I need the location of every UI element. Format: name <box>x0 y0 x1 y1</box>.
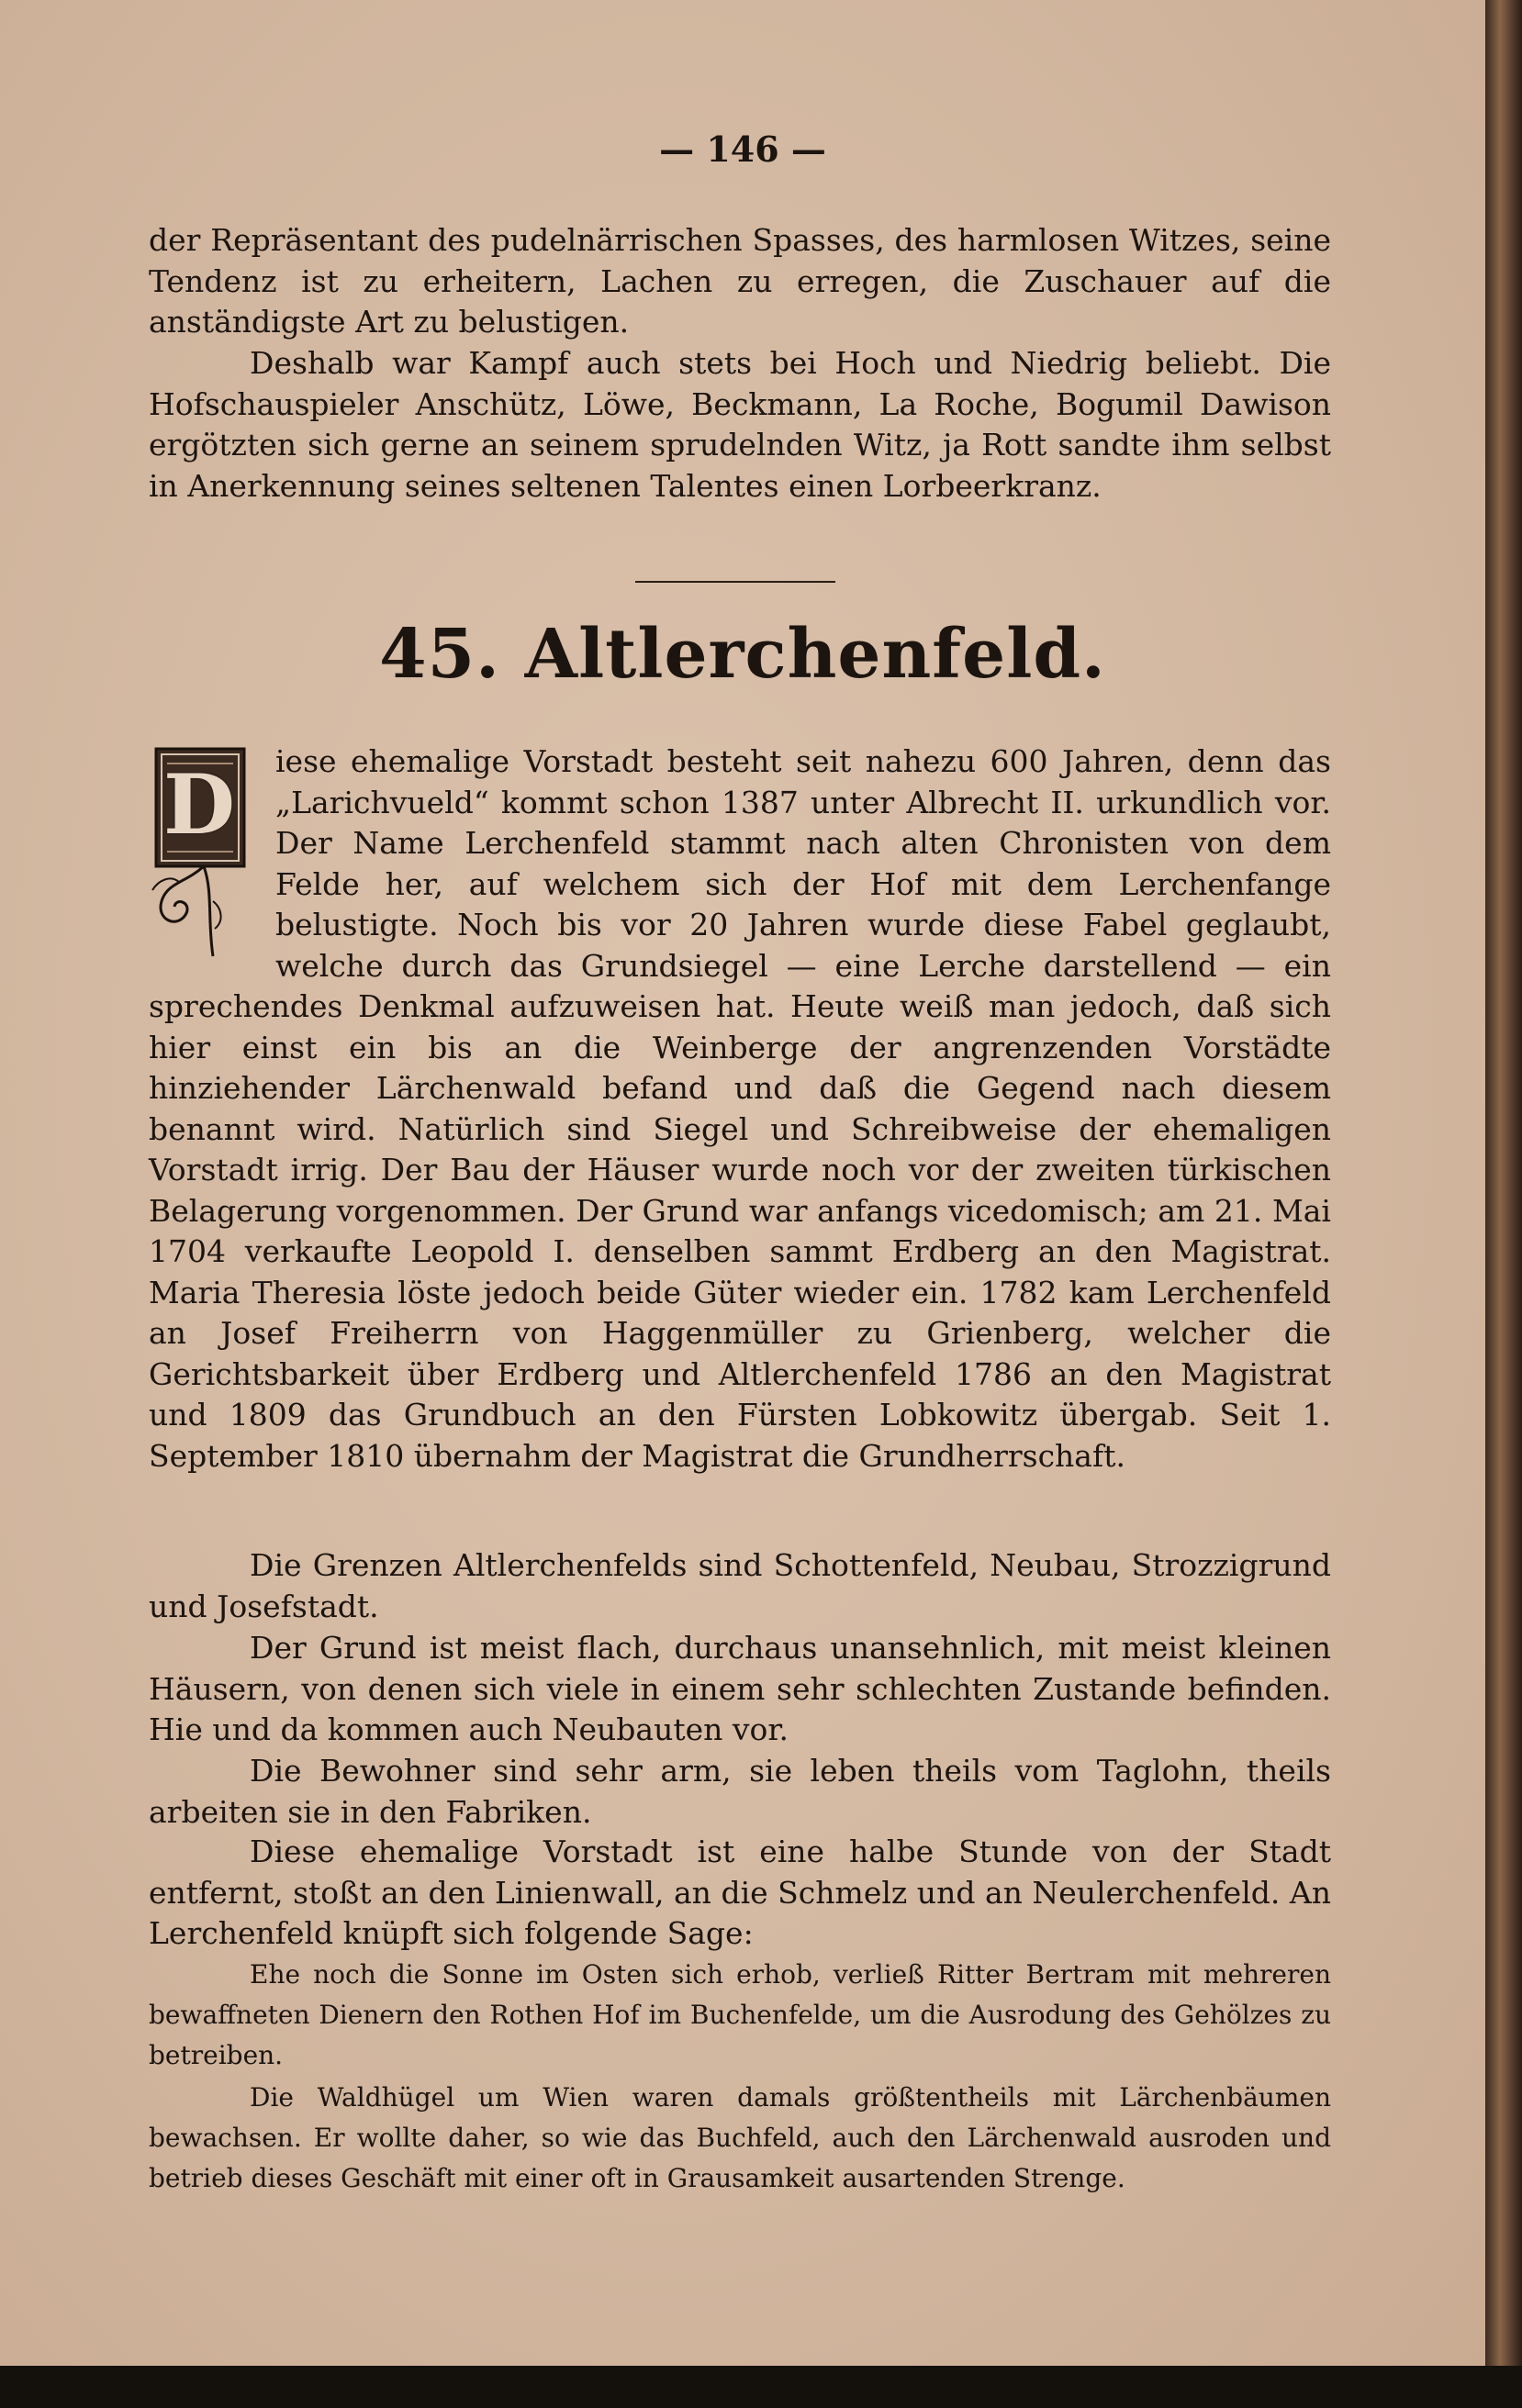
initial-letter: D <box>163 756 236 853</box>
section-heading: 45. Altlerchenfeld. <box>379 615 1106 694</box>
scan-bottom-edge <box>0 2366 1522 2408</box>
paragraph-kampf-popularity: Deshalb war Kampf auch stets bei Hoch und Niedrig beliebt. Die Hofschauspieler Anschütz, Löwe, Beckmann, La Roche, Bogumil Dawison ergötzten sich gerne an seinem sprudelnden Witz, ja Rott sandte ihm selbst in Anerkennung seines seltenen Talentes einen Lorbeerkranz. <box>149 345 1331 504</box>
paragraph-inhabitants: Die Bewohner sind sehr arm, sie leben theils vom Taglohn, theils arbeiten sie in den Fabriken. <box>149 1753 1331 1830</box>
legend-paragraph-1: Ehe noch die Sonne im Osten sich erhob, verließ Ritter Bertram mit mehreren bewaffneten Dienern den Rothen Hof im Buchenfelde, um die Ausrodung des Gehölzes zu betreiben. <box>149 1959 1331 2070</box>
paragraph-borders: Die Grenzen Altlerchenfelds sind Schottenfeld, Neubau, Strozzigrund und Josefstadt. <box>149 1547 1331 1624</box>
legend-paragraph-2: Die Waldhügel um Wien waren damals größtentheils mit Lärchenbäumen bewachsen. Er wollte daher, so wie das Buchfeld, auch den Lärchenwald ausroden und betrieb dieses Geschäft mit einer oft in Grausamkeit ausartenden Strenge. <box>149 2082 1331 2193</box>
page-number: — 146 — <box>659 128 826 170</box>
paragraph-location: Diese ehemalige Vorstadt ist eine halbe Stunde von der Stadt entfernt, stoßt an den Linienwall, an die Schmelz und an Neulerchenfeld. An Lerchenfeld knüpft sich folgende Sage: <box>149 1834 1331 1951</box>
book-spine-edge <box>1485 0 1522 2408</box>
paragraph-terrain: Der Grund ist meist flach, durchaus unansehnlich, mit meist kleinen Häusern, von denen sich viele in einem sehr schlechten Zustande befinden. Hie und da kommen auch Neubauten vor. <box>149 1630 1331 1747</box>
paragraph-altlerchenfeld-text: iese ehemalige Vorstadt besteht seit nahezu 600 Jahren, denn das „Larichvueld“ kommt schon 1387 unter Albrecht II. urkundlich vor. Der Name Lerchenfeld stammt nach alten Chronisten von dem Felde her, auf welchem sich der Hof mit dem Lerchenfange belustigte. Noch bis vor 20 Jahren wurde diese Fabel geglaubt, welche durch das Grundsiegel — eine Lerche darstellend — ein sprechendes Denkmal aufzuweisen hat. Heute weiß man jedoch, daß sich hier einst ein bis an die Weinberge der angrenzenden Vorstädte hinziehender Lärchenwald befand und daß die Gegend nach diesem benannt wird. Natürlich sind Siegel und Schreibweise der ehemaligen Vorstadt irrig. Der Bau der Häuser wurde noch vor der zweiten türkischen Belagerung vorgenommen. Der Grund war anfangs vicedomisch; am 21. Mai 1704 verkaufte Leopold I. denselben sammt Erdberg an den Magistrat. Maria Theresia löste jedoch beide Güter wieder ein. 1782 kam Lerchenfeld an Josef Freiherrn von Haggenmüller zu Grienberg, welcher die Gerichtsbarkeit über Erdberg und Altlerchenfeld 1786 an den Magistrat und 1809 das Grundbuch an den Fürsten Lobkowitz übergab. Seit 1. September 1810 übernahm der Magistrat die Grundherrschaft. <box>149 743 1331 1474</box>
section-divider <box>635 581 835 583</box>
paragraph-altlerchenfeld-history <box>149 741 1331 1477</box>
continuation-paragraph: der Repräsentant des pudelnärrischen Spasses, des harmlosen Witzes, seine Tendenz ist zu erheitern, Lachen zu erregen, die Zuschauer auf die anständigste Art zu belustigen. <box>149 222 1331 340</box>
ornamental-initial <box>149 745 257 971</box>
